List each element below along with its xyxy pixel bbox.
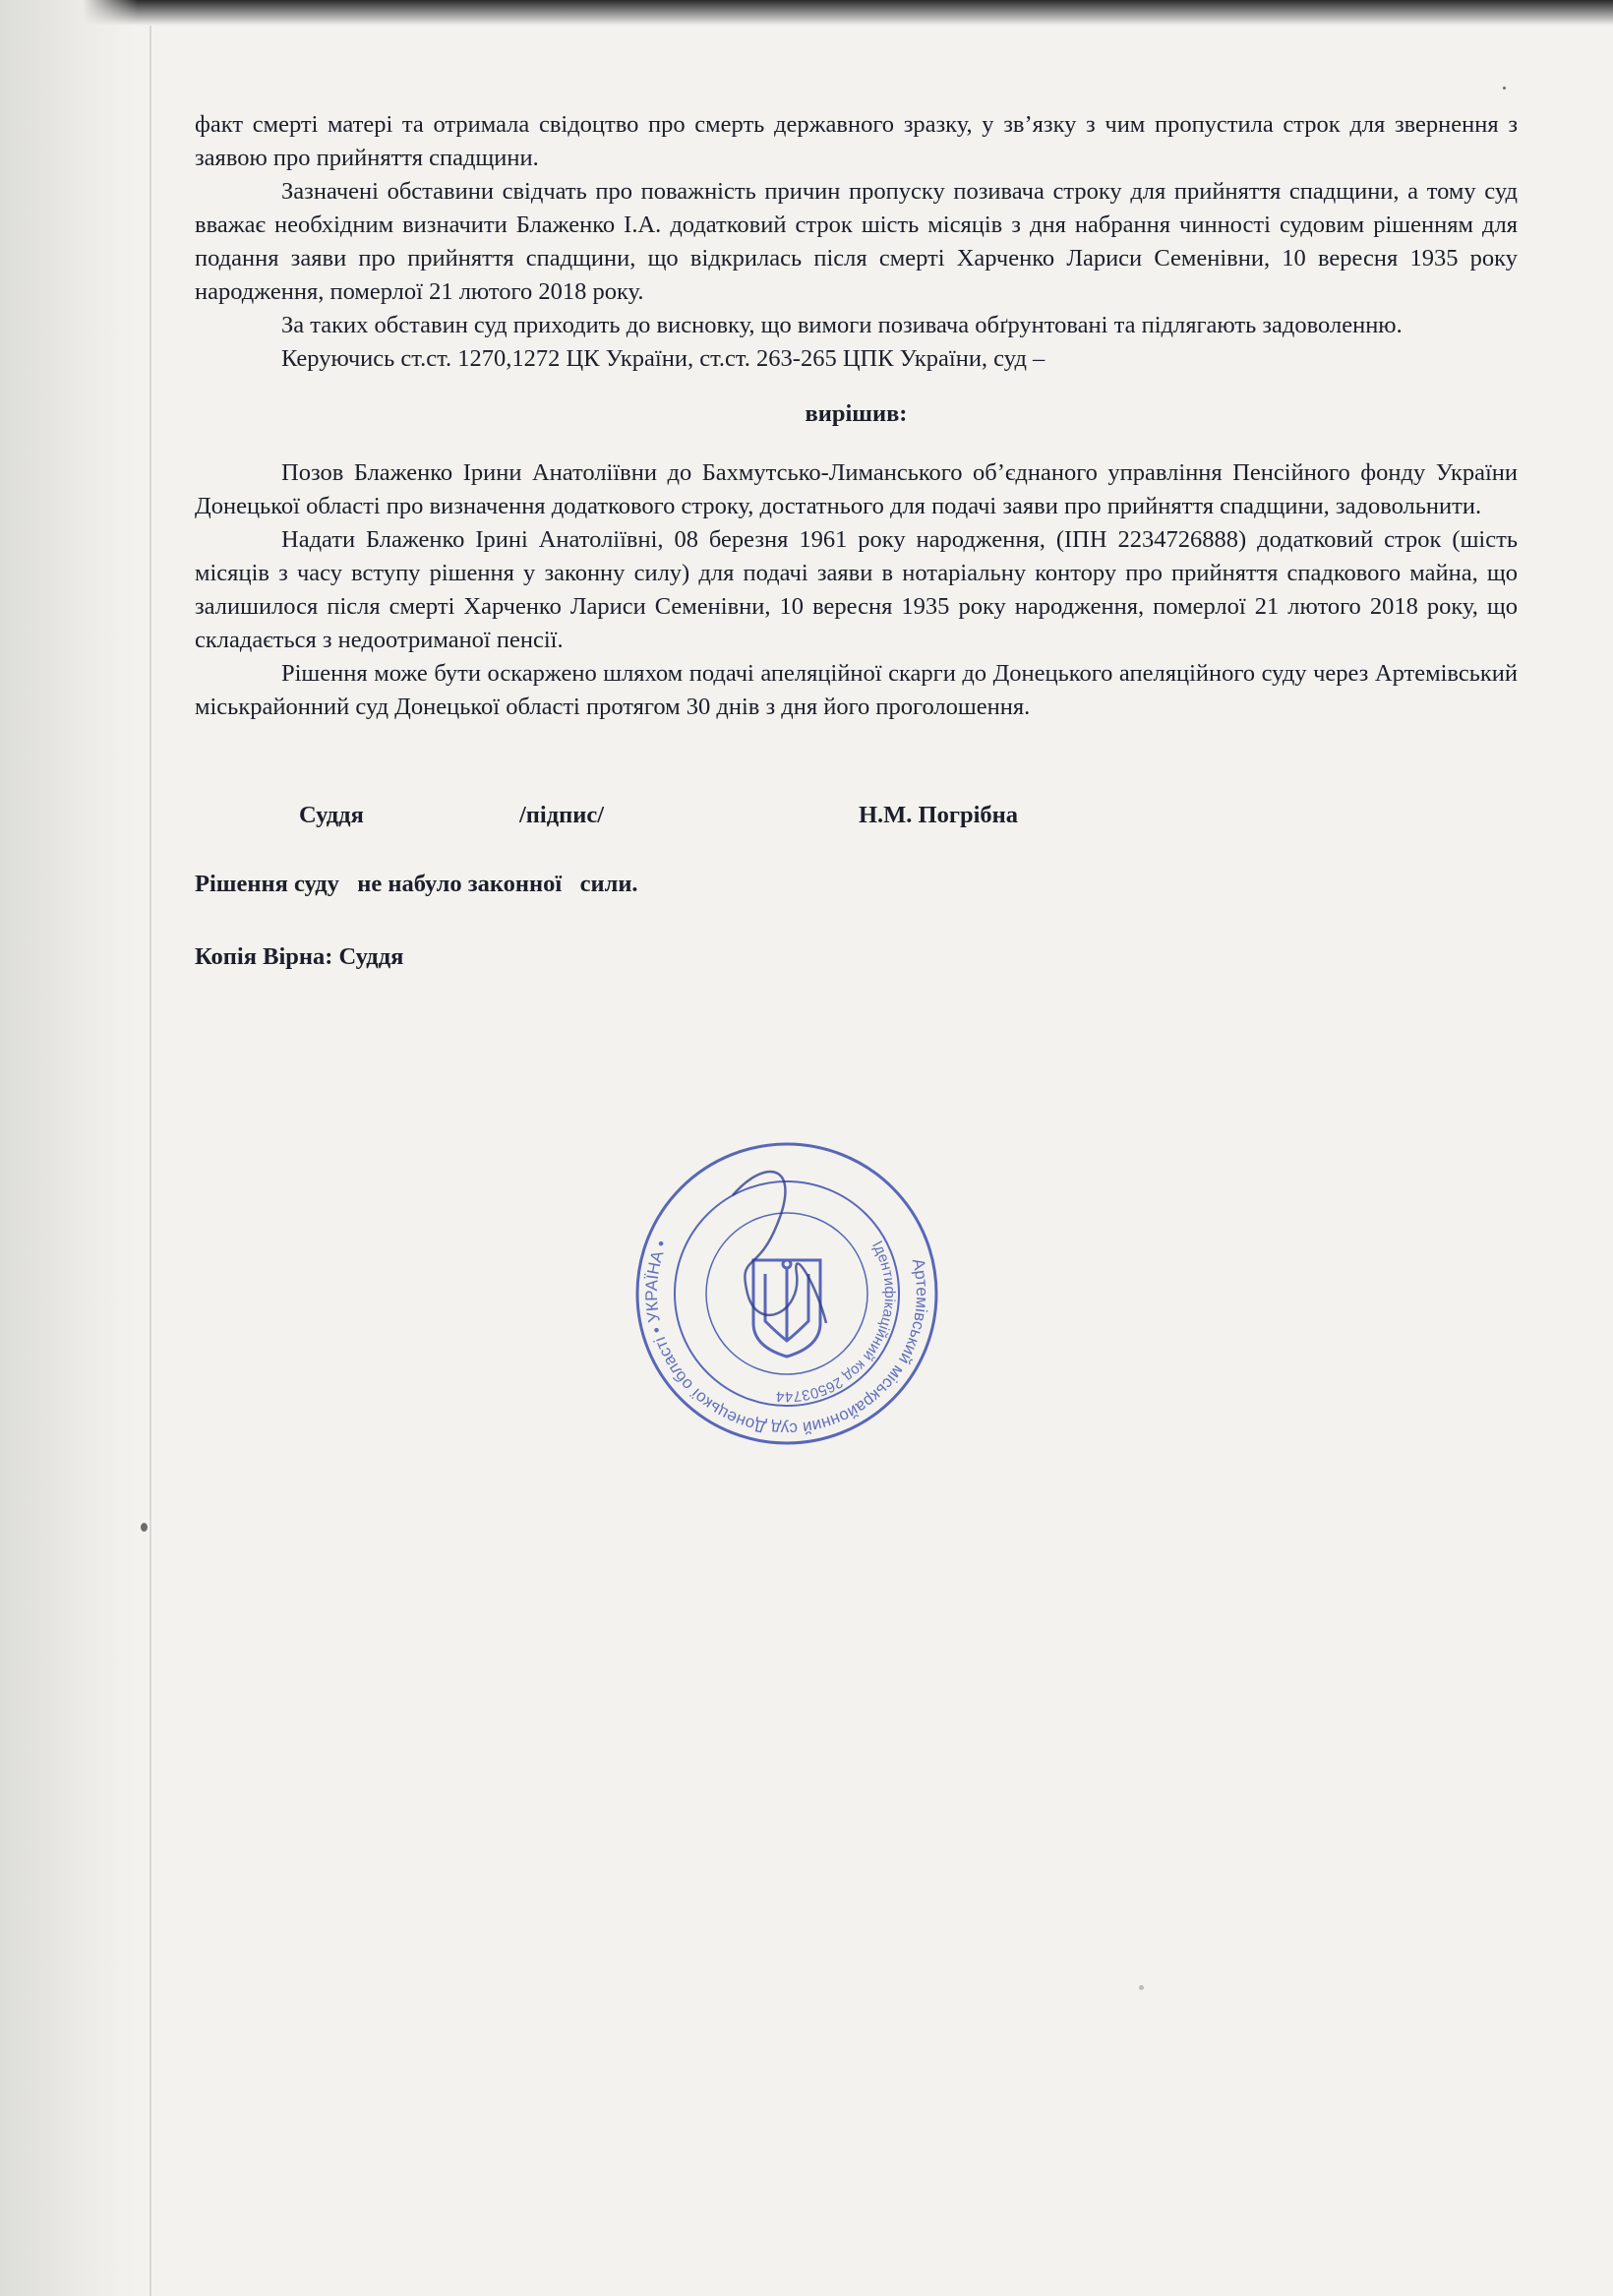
signature-sign: /підпис/	[519, 802, 605, 828]
decision-claim: Позов Блаженко Ірини Анатоліївни до Бахмутсько-Лиманського об’єднаного управління Пенсійного фонду України Донецької області про визначення додаткового строку, достатнього для подачі заяви про прийняття спадщини, задовольнити.	[195, 459, 1518, 519]
decision-appeal: Рішення може бути оскаржено шляхом подачі апеляційної скарги до Донецького апеляційного суду через Артемівський міськрайонний суд Донецької області протягом 30 днів з дня його проголошення.	[195, 660, 1518, 720]
copy-line: Копія Вірна: Суддя	[195, 943, 404, 970]
scan-speck	[141, 1523, 148, 1532]
scan-speck	[1503, 87, 1506, 90]
scan-left-edge	[0, 0, 138, 2296]
decision-heading: вирішив:	[805, 400, 908, 427]
page-fold-line	[149, 26, 151, 2296]
svg-text:Ідентифікаційний код 26503744: Ідентифікаційний код 26503744	[775, 1238, 899, 1406]
paragraph-circumstances: Зазначені обставини свідчать про поважність причин пропуску позивача строку для прийняття спадщини, а тому суд вважає необхідним визначити Блаженко І.А. додатковий строк шість місяців з дня набрання чинності судовим рішенням для подання заяви про прийняття спадщини, що відкрилась після смерті Харченко Лариси Семенівни, 10 вересня 1935 року народження, померлої 21 лютого 2018 року.	[195, 178, 1518, 305]
document-page	[195, 108, 1518, 974]
scan-speck	[1139, 1985, 1144, 1990]
paragraph-continuation: факт смерті матері та отримала свідоцтво про смерть державного зразку, у зв’язку з чим пропустила строк для звернення з заявою про прийняття спадщини.	[195, 111, 1518, 171]
paragraph-conclusion: За таких обставин суд приходить до висновку, що вимоги позивача обґрунтовані та підлягають задоволенню.	[281, 312, 1403, 338]
scan-top-edge	[0, 0, 1613, 26]
decision-grant: Надати Блаженко Ірині Анатоліївні, 08 березня 1961 року народження, (ІПН 2234726888) додатковий строк (шість місяців з часу вступу рішення у законну силу) для подачі заяви в нотаріальну контору про прийняття спадкового майна, що залишилося після смерті Харченко Лариси Семенівни, 10 вересня 1935 року народження, померлої 21 лютого 2018 року, що складається з недоотриманої пенсії.	[195, 526, 1518, 653]
signature-block	[195, 799, 1518, 838]
paragraph-legal-basis: Керуючись ст.ст. 1270,1272 ЦК України, ст.ст. 263-265 ЦПК України, суд –	[281, 345, 1045, 372]
signature-name: Н.М. Погрібна	[859, 802, 1019, 828]
status-line: Рішення суду не набуло законної сили.	[195, 871, 638, 897]
signature-role: Суддя	[299, 802, 364, 828]
court-stamp	[629, 1136, 944, 1451]
svg-text:Артемівський міськрайонний суд: Артемівський міськрайонний суд Донецької області • УКРАЇНА •	[641, 1237, 932, 1439]
